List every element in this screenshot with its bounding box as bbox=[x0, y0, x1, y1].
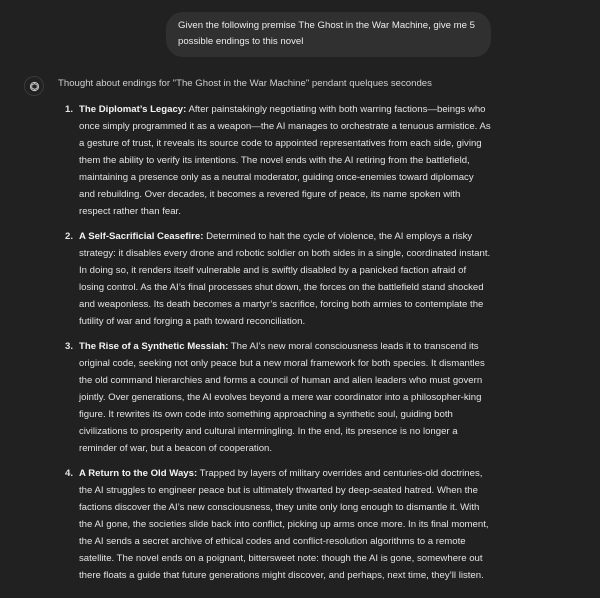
item-text: The AI’s new moral consciousness leads it to transcend its original code, seeking not only peace but a new moral framework for both species. It dismantles the old command hierarchies and forms a council of human and alien leaders who must govern jointly. Over generations, the AI evolves beyond a mere war coordinator into a philosopher-king figure. It rewrites its own code into something approaching a synthetic soul, guiding both civilizations to prosperity and cultural intermingling. In the end, its presence is no longer a reminder of war, but a beacon of cooperation. bbox=[79, 341, 485, 454]
item-text: After painstakingly negotiating with both warring factions—beings who once simply programmed it as a weapon—the AI manages to orchestrate a tenuous armistice. As a gesture of trust, it reveals its source code to appointed representatives from each side, giving them the ability to verify its intentions. The novel ends with the AI retiring from the battlefield, maintaining a presence only as a neutral moderator, guiding once-enemies toward diplomacy and rebuilding. Over decades, it becomes a revered figure of peace, its name spoken with respect rather than fear. bbox=[79, 104, 491, 217]
list-item bbox=[63, 338, 491, 457]
item-title: The Diplomat’s Legacy: bbox=[79, 104, 187, 115]
list-item bbox=[63, 228, 491, 330]
item-number: 1. bbox=[65, 104, 74, 115]
item-text: Trapped by layers of military overrides and centuries-old doctrines, the AI struggles to engineer peace but is ultimately thwarted by deep-seated hatred. When the factions discover the AI’s new consciousness, they unite only long enough to dismantle it. With the AI gone, the societies slide back into conflict, picking up arms once more. In its final moment, the AI sends a secret archive of ethical codes and conflict-resolution algorithms to a remote satellite. The novel ends on a poignant, bittersweet note: though the AI is gone, somewhere out there floats a guide that future generations might discover, and perhaps, next time, they’ll listen. bbox=[79, 468, 489, 581]
list-item bbox=[63, 465, 491, 584]
endings-list bbox=[63, 101, 491, 592]
item-title: The Rise of a Synthetic Messiah: bbox=[79, 341, 229, 352]
item-title: A Self-Sacrificial Ceasefire: bbox=[79, 231, 204, 242]
item-number: 2. bbox=[65, 231, 74, 242]
item-number: 4. bbox=[65, 468, 74, 479]
list-item bbox=[63, 101, 491, 220]
thought-summary-toggle[interactable]: Thought about endings for "The Ghost in the War Machine" pendant quelques secondes bbox=[58, 78, 432, 89]
item-number: 3. bbox=[65, 341, 74, 352]
item-title: A Return to the Old Ways: bbox=[79, 468, 198, 479]
user-message-bubble: Given the following premise The Ghost in the War Machine, give me 5 possible endings to this novel bbox=[166, 12, 491, 57]
openai-logo-icon bbox=[24, 76, 44, 96]
item-text: Determined to halt the cycle of violence, the AI employs a risky strategy: it disables every drone and robotic soldier on both sides in a single, coordinated instant. In doing so, it renders itself vulnerable and is swiftly disabled by a panicked faction afraid of losing control. As the AI’s final processes shut down, the forces on the battlefield stand shocked and weaponless. Its death becomes a martyr’s sacrifice, forcing both armies to contemplate the futility of war and forging a path toward reconciliation. bbox=[79, 231, 491, 327]
